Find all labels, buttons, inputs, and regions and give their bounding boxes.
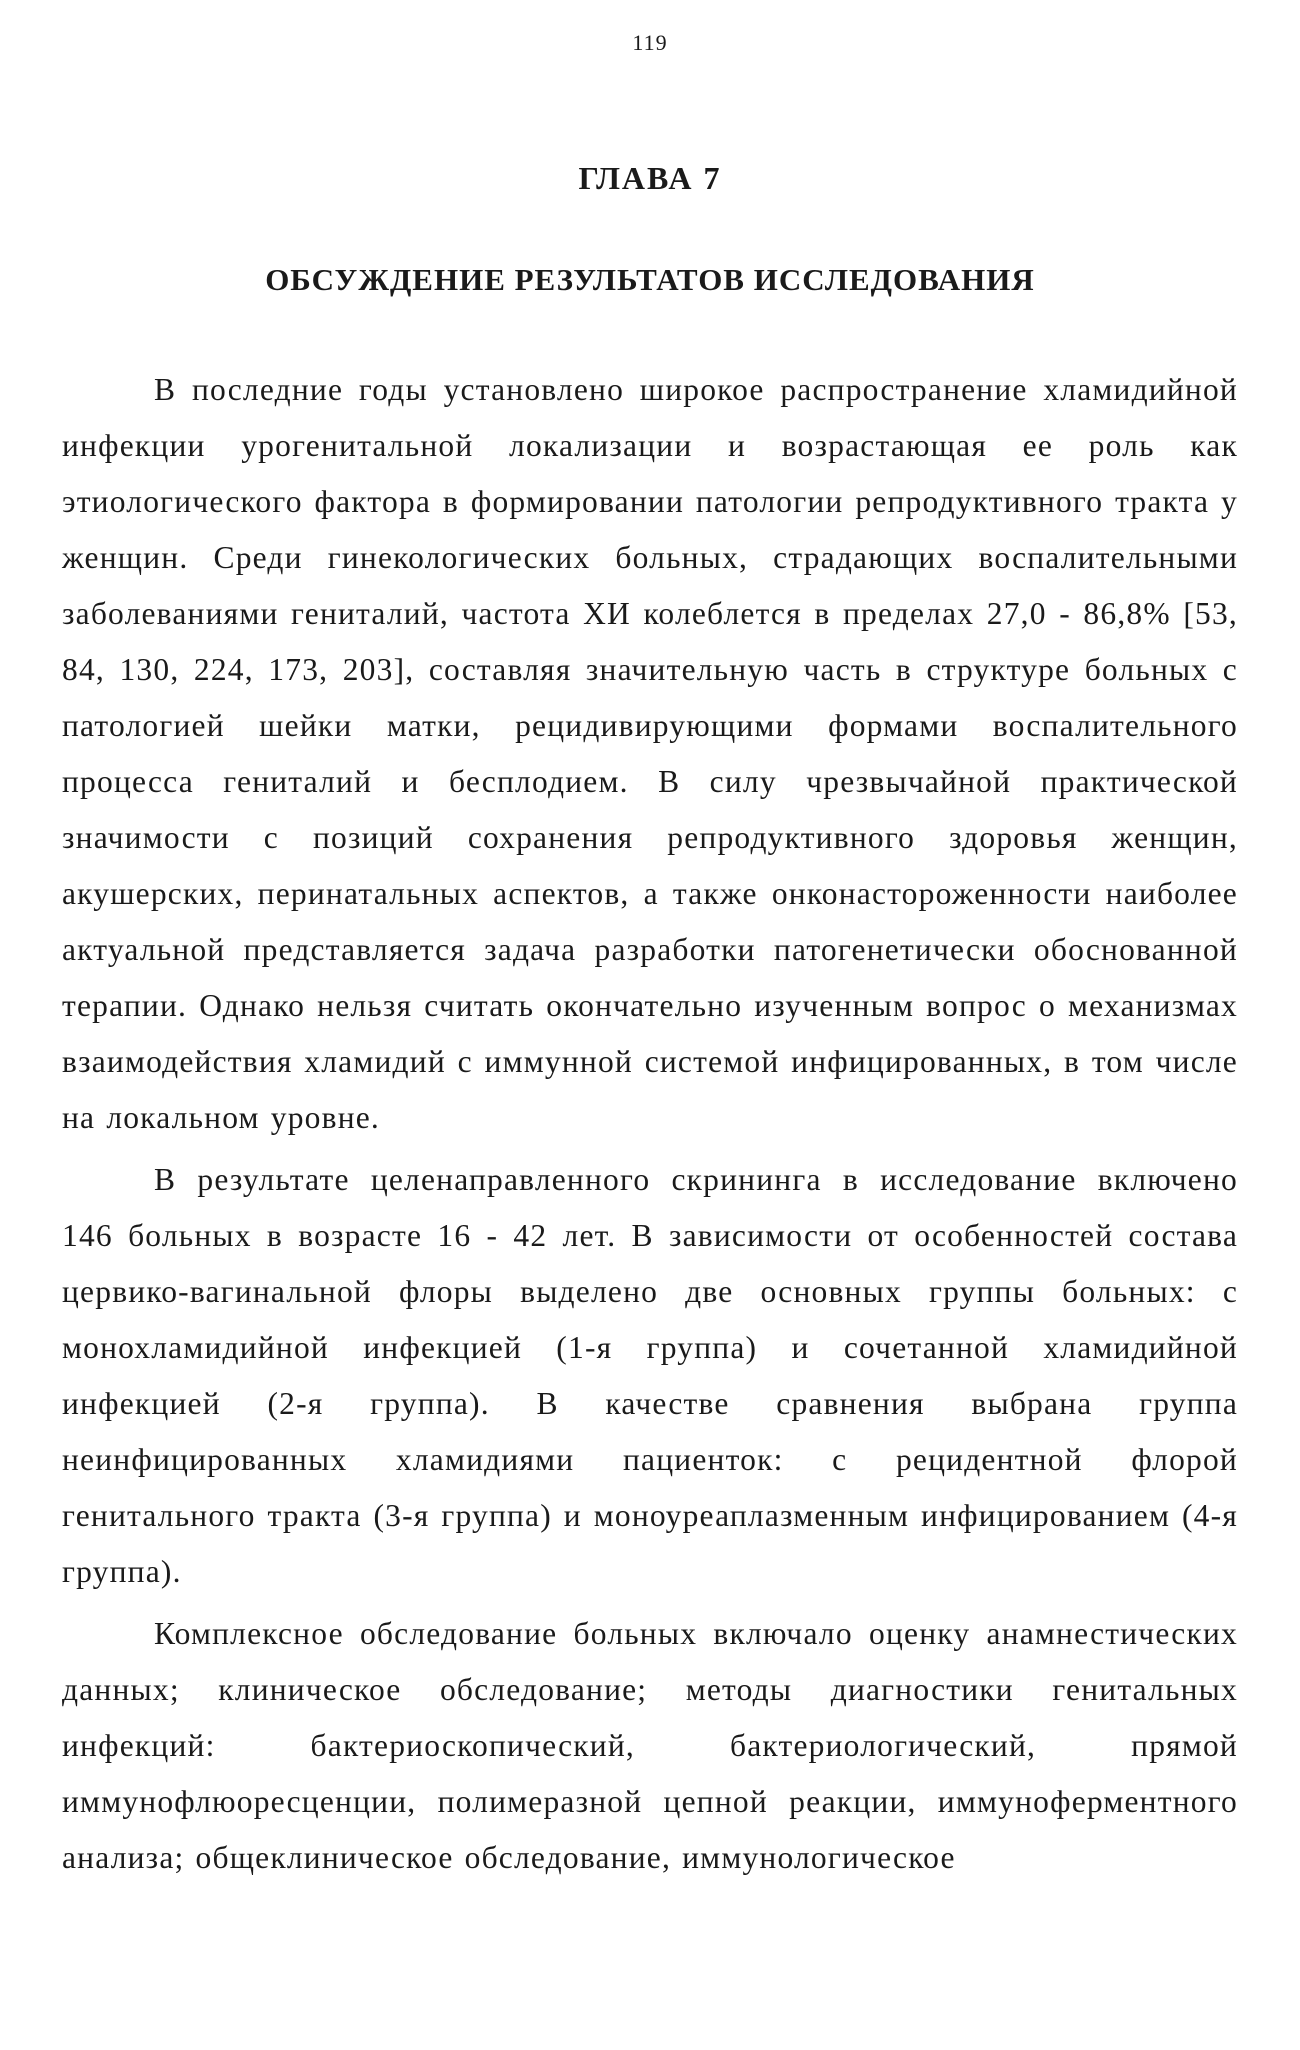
body-text <box>62 362 1238 1892</box>
paragraph-3: Комплексное обследование больных включало оценку анамнестических данных; клиническое обследование; методы диагностики генитальных инфекций: бактериоскопический, бактериологический, прямой иммунофлюоресценции, полимеразной цепной реакции, иммуноферментного анализа; общеклиническое обследование, иммунологическое <box>62 1616 1238 1875</box>
chapter-title: ОБСУЖДЕНИЕ РЕЗУЛЬТАТОВ ИССЛЕДОВАНИЯ <box>265 262 1035 297</box>
chapter-label: ГЛАВА 7 <box>578 160 722 196</box>
page-number: 119 <box>632 30 668 55</box>
paragraph-2: В результате целенаправленного скрининга в исследование включено 146 больных в возрасте 16 - 42 лет. В зависимости от особенностей состава цервико-вагинальной флоры выделено две основных группы больных: с монохламидийной инфекцией (1-я группа) и сочетанной хламидийной инфекцией (2-я группа). В качестве сравнения выбрана группа неинфицированных хламидиями пациенток: с рецидентной флорой генитального тракта (3-я группа) и моноуреаплазменным инфицированием (4-я группа). <box>62 1162 1238 1589</box>
paragraph-1: В последние годы установлено широкое распространение хламидийной инфекции урогенитальной локализации и возрастающая ее роль как этиологического фактора в формировании патологии репродуктивного тракта у женщин. Среди гинекологических больных, страдающих воспалительными заболеваниями гениталий, частота ХИ колеблется в пределах 27,0 - 86,8% [53, 84, 130, 224, 173, 203], составляя значительную часть в структуре больных с патологией шейки матки, рецидивирующими формами воспалительного процесса гениталий и бесплодием. В силу чрезвычайной практической значимости с позиций сохранения репродуктивного здоровья женщин, акушерских, перинатальных аспектов, а также онконастороженности наиболее актуальной представляется задача разработки патогенетически обоснованной терапии. Однако нельзя считать окончательно изученным вопрос о механизмах взаимодействия хламидий с иммунной системой инфицированных, в том числе на локальном уровне. <box>62 372 1238 1135</box>
